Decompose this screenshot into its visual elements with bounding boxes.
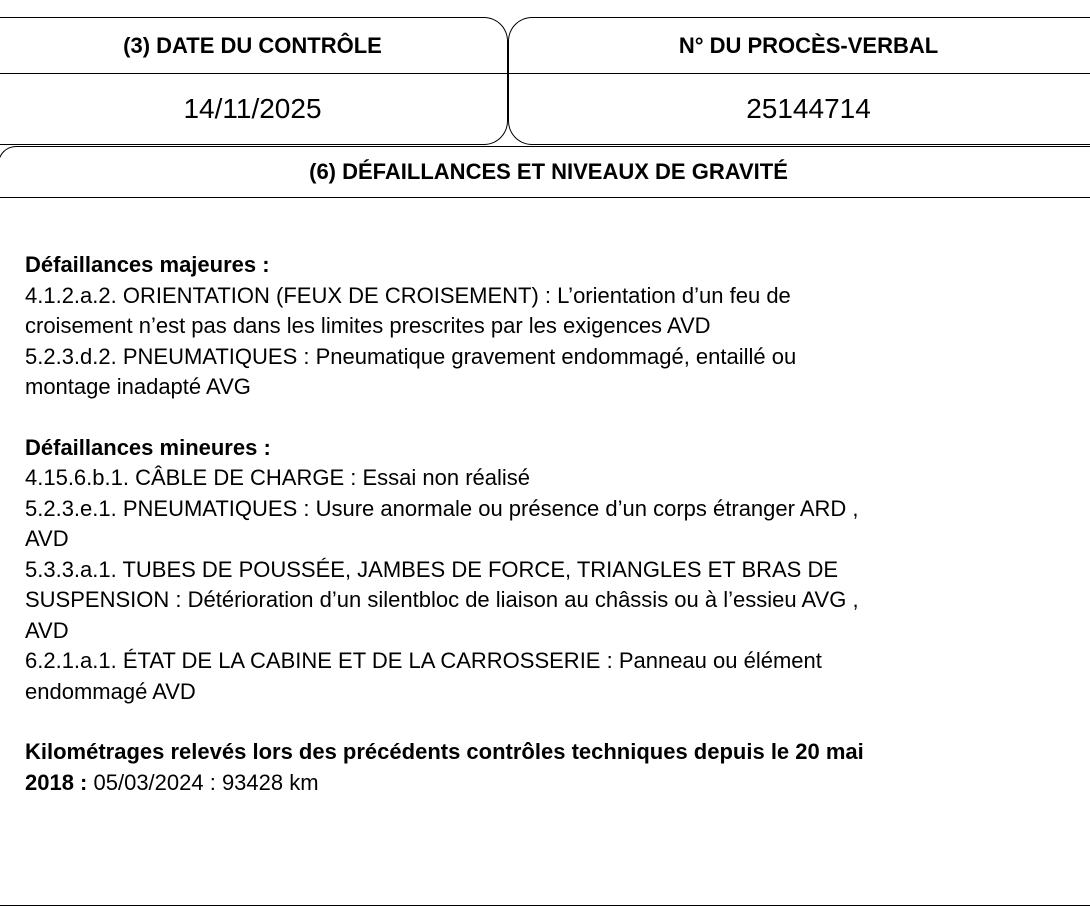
minor-line: SUSPENSION : Détérioration d’un silentbloc de liaison au châssis ou à l’essieu AVG , [25, 587, 859, 612]
pv-box [508, 17, 1090, 145]
minor-line: 5.3.3.a.1. TUBES DE POUSSÉE, JAMBES DE FORCE, TRIANGLES ET BRAS DE [25, 556, 839, 582]
date-value: 14/11/2025 [183, 93, 322, 124]
minor-line: endommagé AVD [25, 678, 196, 704]
major-line: croisement n’est pas dans les limites prescrites par les exigences AVD [25, 313, 711, 338]
minor-line: 5.2.3.e.1. PNEUMATIQUES : Usure anormale ou présence d’un corps étranger ARD , [25, 495, 859, 521]
major-line: montage inadapté AVG [25, 374, 251, 399]
pv-label: N° DU PROCÈS-VERBAL [509, 18, 1090, 74]
mileage-title: Kilométrages relevés lors des précédents contrôles techniques depuis le 20 mai [25, 739, 864, 764]
pv-value: 25144714 [746, 93, 871, 124]
defects-content [25, 250, 1075, 798]
minor-line: 4.15.6.b.1. CÂBLE DE CHARGE : Essai non réalisé [25, 465, 531, 490]
defects-label: (6) DÉFAILLANCES ET NIVEAUX DE GRAVITÉ [0, 147, 1090, 198]
mileage-line [25, 768, 1075, 799]
minor-title: Défaillances mineures : [25, 434, 271, 460]
minor-line: 6.2.1.a.1. ÉTAT DE LA CABINE ET DE LA CARROSSERIE : Panneau ou élément [25, 648, 822, 673]
minor-line: AVD [25, 617, 69, 643]
mileage-title-end: 2018 : [25, 769, 88, 795]
major-title: Défaillances majeures : [25, 252, 270, 277]
major-line: 5.2.3.d.2. PNEUMATIQUES : Pneumatique gravement endommagé, entaillé ou [25, 343, 797, 369]
mileage-value: 05/03/2024 : 93428 km [87, 769, 319, 795]
minor-line: AVD [25, 526, 69, 551]
date-box [0, 17, 508, 145]
date-label: (3) DATE DU CONTRÔLE [0, 18, 507, 74]
major-line: 4.1.2.a.2. ORIENTATION (FEUX DE CROISEMENT) : L’orientation d’un feu de [25, 282, 791, 308]
